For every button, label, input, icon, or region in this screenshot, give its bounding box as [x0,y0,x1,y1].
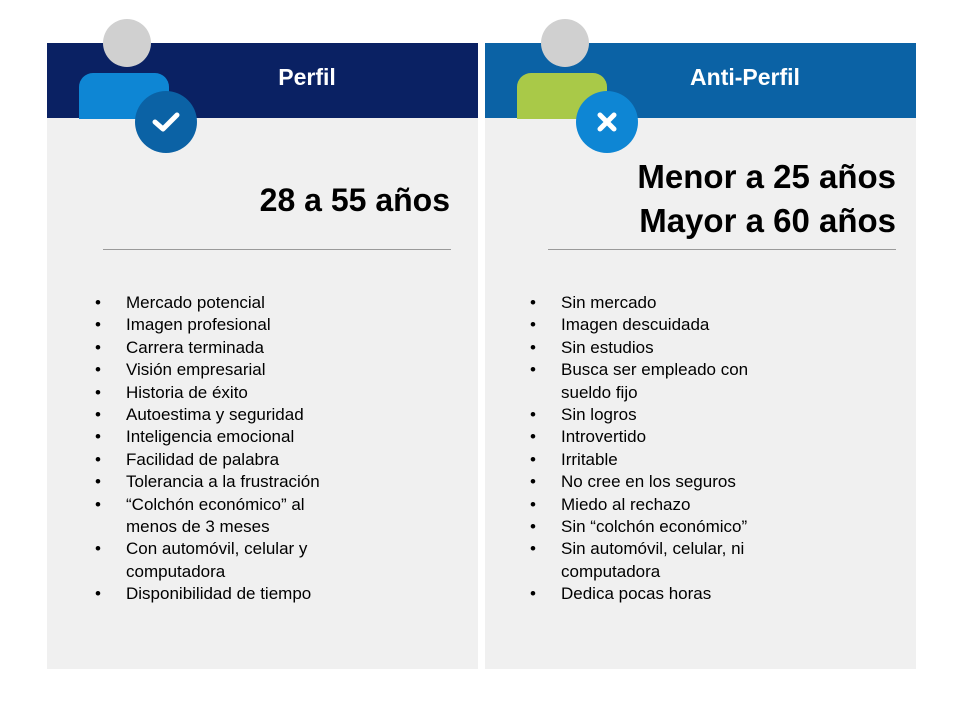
list-item: • Sin logros [530,404,790,426]
list-item: • Autoestima y seguridad [95,404,365,426]
check-icon [151,110,181,134]
list-item: • No cree en los seguros [530,471,790,493]
list-item: • Sin mercado [530,292,790,314]
anti-perfil-card [485,43,916,669]
perfil-list [95,292,365,606]
anti-perfil-age-range [637,155,896,243]
list-item: • Inteligencia emocional [95,426,365,448]
list-item: • Tolerancia a la frustración [95,471,365,493]
list-item: • Irritable [530,449,790,471]
person-head [103,19,151,67]
anti-perfil-title: Anti-Perfil [690,64,800,90]
list-item: • Sin “colchón económico” [530,516,790,538]
anti-perfil-list [530,292,790,606]
perfil-age-line: 28 a 55 años [259,182,450,218]
list-item: • Mercado potencial [95,292,365,314]
anti-perfil-age-line-1: Menor a 25 años [637,158,896,195]
perfil-title: Perfil [278,64,336,90]
list-item: • Sin automóvil, celular, ni computadora [530,538,790,583]
anti-perfil-age-line-2: Mayor a 60 años [639,202,896,239]
perfil-age-range [260,178,450,222]
x-icon [595,110,619,134]
list-item: • Busca ser empleado con sueldo fijo [530,359,790,404]
x-badge [576,91,638,153]
list-item: • Facilidad de palabra [95,449,365,471]
list-item: • Introvertido [530,426,790,448]
perfil-divider [103,249,451,250]
list-item: • Carrera terminada [95,337,365,359]
perfil-card [47,43,478,669]
check-badge [135,91,197,153]
anti-perfil-divider [548,249,896,250]
list-item: • Disponibilidad de tiempo [95,583,365,605]
list-item: • Dedica pocas horas [530,583,790,605]
list-item: • Visión empresarial [95,359,365,381]
list-item: • Imagen descuidada [530,314,790,336]
list-item: • Sin estudios [530,337,790,359]
list-item: • Imagen profesional [95,314,365,336]
list-item: • Miedo al rechazo [530,494,790,516]
list-item: • Historia de éxito [95,382,365,404]
list-item: • “Colchón económico” al menos de 3 meses [95,494,365,539]
person-head [541,19,589,67]
list-item: • Con automóvil, celular y computadora [95,538,365,583]
